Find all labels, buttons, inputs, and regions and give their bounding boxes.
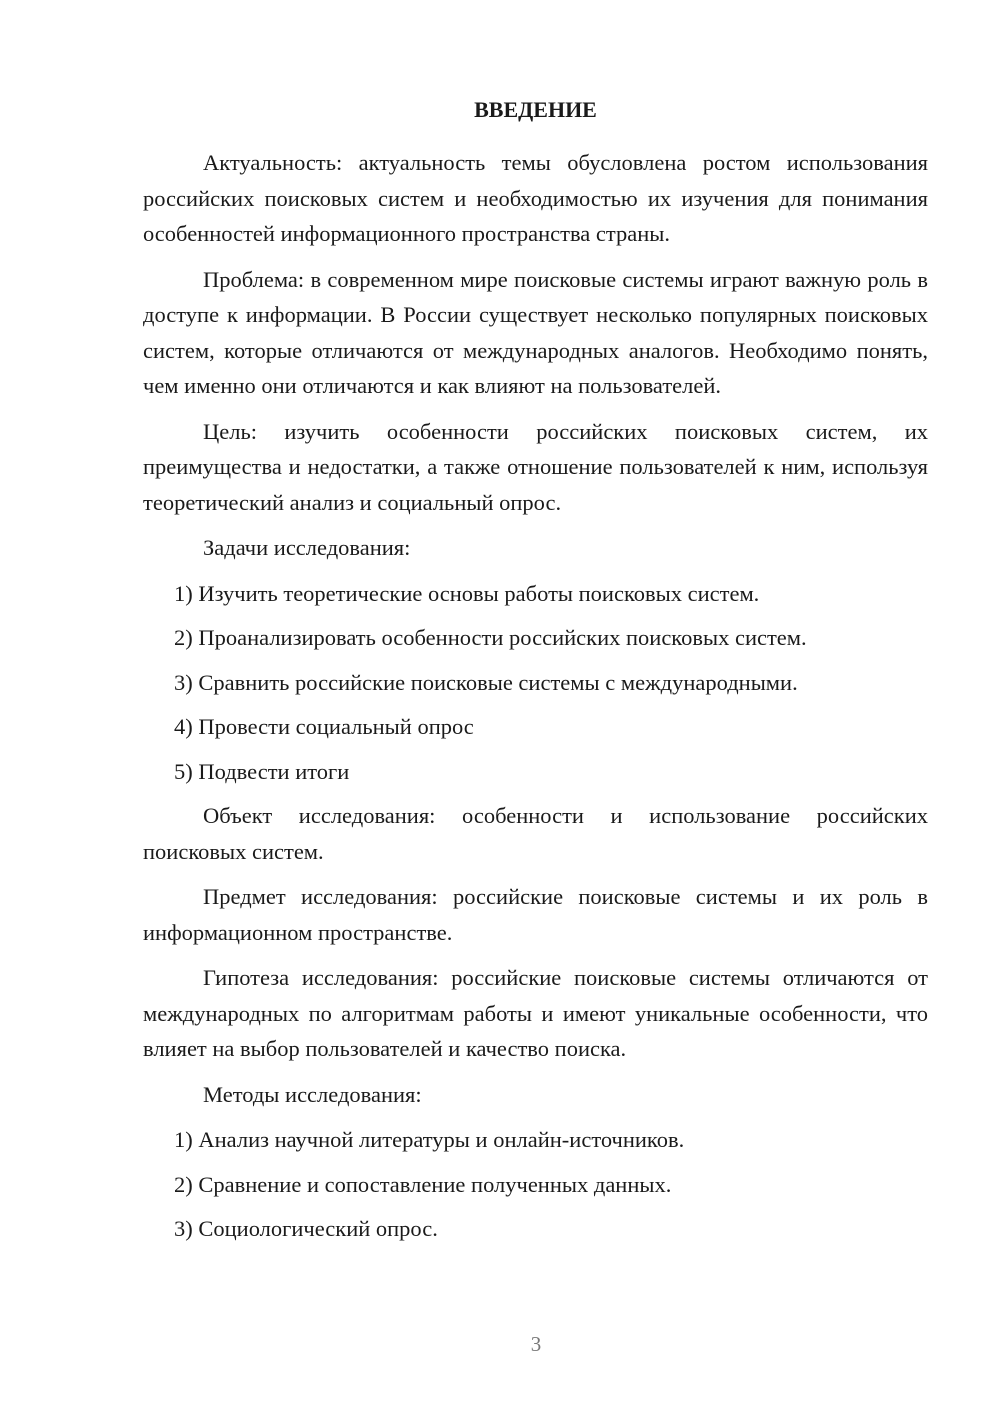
task-item: 3) Сравнить российские поисковые системы с международными. (174, 669, 798, 695)
object-paragraph: Объект исследования: особенности и использование российских поисковых систем. (143, 803, 928, 864)
task-item: 4) Провести социальный опрос (174, 714, 474, 739)
task-item: 5) Подвести итоги (174, 758, 350, 784)
hypothesis-paragraph: Гипотеза исследования: российские поисковые системы отличаются от международных по алгоритмам работы и имеют уникальные особенности, что влияет на выбор пользователей и качество поиска. (143, 965, 928, 1061)
problem-paragraph: Проблема: в современном мире поисковые системы играют важную роль в доступе к информации. В России существует несколько популярных поисковых систем, которые отличаются от международных аналогов. Необходимо понять, чем именно они отличаются и как влияют на пользователей. (143, 266, 928, 398)
task-item: 1) Изучить теоретические основы работы поисковых систем. (174, 580, 760, 606)
subject-paragraph: Предмет исследования: российские поисковые системы и их роль в информационном пространстве. (143, 884, 928, 945)
task-item: 2) Проанализировать особенности российских поисковых систем. (174, 625, 807, 650)
tasks-heading: Задачи исследования: (203, 535, 411, 560)
relevance-paragraph: Актуальность: актуальность темы обусловлена ростом использования российских поисковых систем и необходимостью их изучения для понимания особенностей информационного пространства страны. (143, 150, 928, 246)
page-content (143, 92, 928, 1256)
page-title: ВВЕДЕНИЕ (474, 97, 597, 122)
method-item: 3) Социологический опрос. (174, 1216, 438, 1241)
methods-heading: Методы исследования: (203, 1081, 422, 1107)
method-item: 2) Сравнение и сопоставление полученных данных. (174, 1171, 672, 1197)
goal-paragraph: Цель: изучить особенности российских поисковых систем, их преимущества и недостатки, а также отношение пользователей к ним, используя теоретический анализ и социальный опрос. (143, 418, 928, 515)
page-number: 3 (530, 1332, 542, 1356)
method-item: 1) Анализ научной литературы и онлайн-источников. (174, 1127, 685, 1152)
